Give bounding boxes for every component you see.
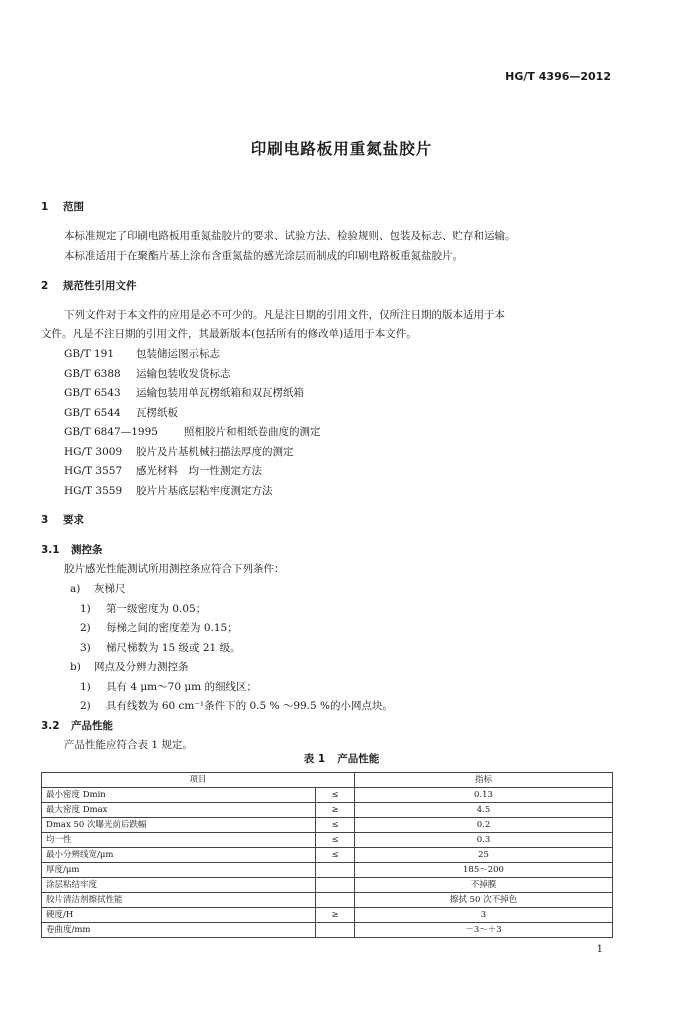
row-item: 最小密度 Dmin [42, 788, 316, 803]
sub-list-number: 1) [80, 603, 91, 615]
sub-list-text: 每梯之间的密度差为 0.15； [106, 622, 238, 634]
sub-list-item [80, 602, 206, 616]
table-row [42, 848, 613, 863]
row-value: －3～＋3 [355, 923, 613, 938]
reference-code: HG/T 3559 [64, 485, 123, 497]
list-item-b [70, 660, 189, 674]
page-number: 1 [596, 944, 603, 955]
row-operator [316, 893, 355, 908]
row-operator: ≥ [316, 908, 355, 923]
reference-code: HG/T 3009 [64, 446, 123, 458]
table-row [42, 833, 613, 848]
reference-item [64, 406, 178, 420]
subsection-3-1-heading [41, 543, 103, 557]
sub-list-item [80, 641, 241, 655]
table-row [42, 923, 613, 938]
table-row [42, 818, 613, 833]
sub-list-text: 具有线数为 60 cm⁻¹条件下的 0.5 % ～99.5 %的小网点块。 [106, 700, 394, 712]
row-item: 最大密度 Dmax [42, 803, 316, 818]
row-value: 0.13 [355, 788, 613, 803]
row-item: 胶片清洁剂擦拭性能 [42, 893, 316, 908]
section-number: 3 [41, 514, 49, 526]
reference-code: HG/T 3557 [64, 465, 123, 477]
sub-list-number: 1) [80, 681, 91, 693]
row-value: 4.5 [355, 803, 613, 818]
sub-list-item [80, 699, 393, 713]
table-row [42, 908, 613, 923]
table-row [42, 878, 613, 893]
sub-list-number: 2) [80, 622, 91, 634]
section-3-heading [41, 513, 84, 527]
subsection-3-2-intro: 产品性能应符合表 1 规定。 [64, 739, 193, 751]
section-title: 范围 [63, 201, 84, 213]
header-value: 指标 [355, 773, 613, 788]
reference-item [64, 445, 294, 459]
sub-list-number: 2) [80, 700, 91, 712]
row-item: 最小分辨线宽/μm [42, 848, 316, 863]
row-value: 25 [355, 848, 613, 863]
list-label: b) [70, 661, 81, 673]
subsection-3-2-heading [41, 719, 113, 733]
reference-title: 运输包装用单瓦楞纸箱和双瓦楞纸箱 [136, 387, 304, 399]
row-value: 擦拭 50 次不掉色 [355, 893, 613, 908]
sub-list-text: 具有 4 μm～70 μm 的细线区； [106, 681, 257, 693]
row-value: 3 [355, 908, 613, 923]
product-performance-table [41, 772, 613, 938]
row-value: 不掉膜 [355, 878, 613, 893]
sub-list-text: 第一级密度为 0.05； [106, 603, 207, 615]
document-title: 印刷电路板用重氮盐胶片 [250, 140, 433, 158]
table-row [42, 893, 613, 908]
reference-title: 瓦楞纸板 [136, 407, 178, 419]
section-number: 2 [41, 280, 49, 292]
section-1-paragraph-1: 本标准规定了印刷电路板用重氮盐胶片的要求、试验方法、检验规则、包装及标志、贮存和运输。 [64, 230, 516, 242]
reference-item [64, 386, 304, 400]
row-item: 卷曲度/mm [42, 923, 316, 938]
header-item: 项目 [42, 773, 355, 788]
reference-item [64, 464, 262, 478]
reference-title: 包装储运图示标志 [136, 348, 220, 360]
reference-item [64, 347, 220, 361]
section-1-heading [41, 200, 84, 214]
row-operator [316, 878, 355, 893]
table-caption-label: 表 1 [303, 753, 326, 765]
table-caption [0, 751, 683, 766]
row-item: Dmax 50 次曝光前后跌幅 [42, 818, 316, 833]
list-item-a [70, 582, 126, 596]
reference-code: GB/T 6543 [64, 387, 121, 399]
sub-list-number: 3) [80, 642, 91, 654]
row-operator: ≤ [316, 818, 355, 833]
table-row [42, 863, 613, 878]
row-item: 均一性 [42, 833, 316, 848]
reference-title: 感光材料 均一性测定方法 [136, 465, 262, 477]
list-label: a) [70, 583, 81, 595]
reference-title: 胶片及片基机械扫描法厚度的测定 [136, 446, 294, 458]
subsection-number: 3.2 [41, 720, 60, 732]
row-operator: ≤ [316, 788, 355, 803]
row-operator: ≤ [316, 848, 355, 863]
reference-item [64, 484, 273, 498]
sub-list-item [80, 621, 238, 635]
row-value: 0.3 [355, 833, 613, 848]
reference-title: 胶片片基底层粘牢度测定方法 [136, 485, 273, 497]
table-row [42, 788, 613, 803]
reference-title: 运输包装收发货标志 [136, 368, 231, 380]
reference-item [64, 367, 231, 381]
row-operator: ≤ [316, 833, 355, 848]
reference-item [64, 425, 321, 439]
section-2-paragraph-line-2: 文件。凡是不注日期的引用文件，其最新版本(包括所有的修改单)适用于本文件。 [41, 328, 417, 340]
row-operator: ≥ [316, 803, 355, 818]
reference-code: GB/T 6544 [64, 407, 121, 419]
row-value: 185～200 [355, 863, 613, 878]
reference-code: GB/T 6847—1995 [64, 426, 158, 438]
table-header-row [42, 773, 613, 788]
table-caption-title: 产品性能 [337, 753, 380, 765]
sub-list-item [80, 680, 257, 694]
row-item: 厚度/μm [42, 863, 316, 878]
standard-code: HG/T 4396—2012 [505, 70, 611, 83]
row-item: 硬度/H [42, 908, 316, 923]
list-text: 网点及分辨力测控条 [94, 661, 189, 673]
subsection-title: 测控条 [71, 544, 103, 556]
list-text: 灰梯尺 [94, 583, 126, 595]
section-number: 1 [41, 201, 49, 213]
section-1-paragraph-2: 本标准适用于在聚酯片基上涂布含重氮盐的感光涂层而制成的印刷电路板重氮盐胶片。 [64, 250, 463, 262]
row-item: 涂层粘结牢度 [42, 878, 316, 893]
reference-code: GB/T 6388 [64, 368, 121, 380]
row-value: 0.2 [355, 818, 613, 833]
reference-code: GB/T 191 [64, 348, 115, 360]
row-operator [316, 863, 355, 878]
section-title: 规范性引用文件 [63, 280, 137, 292]
sub-list-text: 梯尺梯数为 15 级或 21 级。 [106, 642, 241, 654]
subsection-title: 产品性能 [71, 720, 113, 732]
section-title: 要求 [63, 514, 84, 526]
subsection-3-1-intro: 胶片感光性能测试所用测控条应符合下列条件： [64, 563, 285, 575]
reference-title: 照相胶片和相纸卷曲度的测定 [184, 426, 321, 438]
section-2-heading [41, 279, 137, 293]
table-row [42, 803, 613, 818]
row-operator [316, 923, 355, 938]
section-2-paragraph-line-1: 下列文件对于本文件的应用是必不可少的。凡是注日期的引用文件，仅所注日期的版本适用于本 [64, 309, 505, 321]
subsection-number: 3.1 [41, 544, 60, 556]
